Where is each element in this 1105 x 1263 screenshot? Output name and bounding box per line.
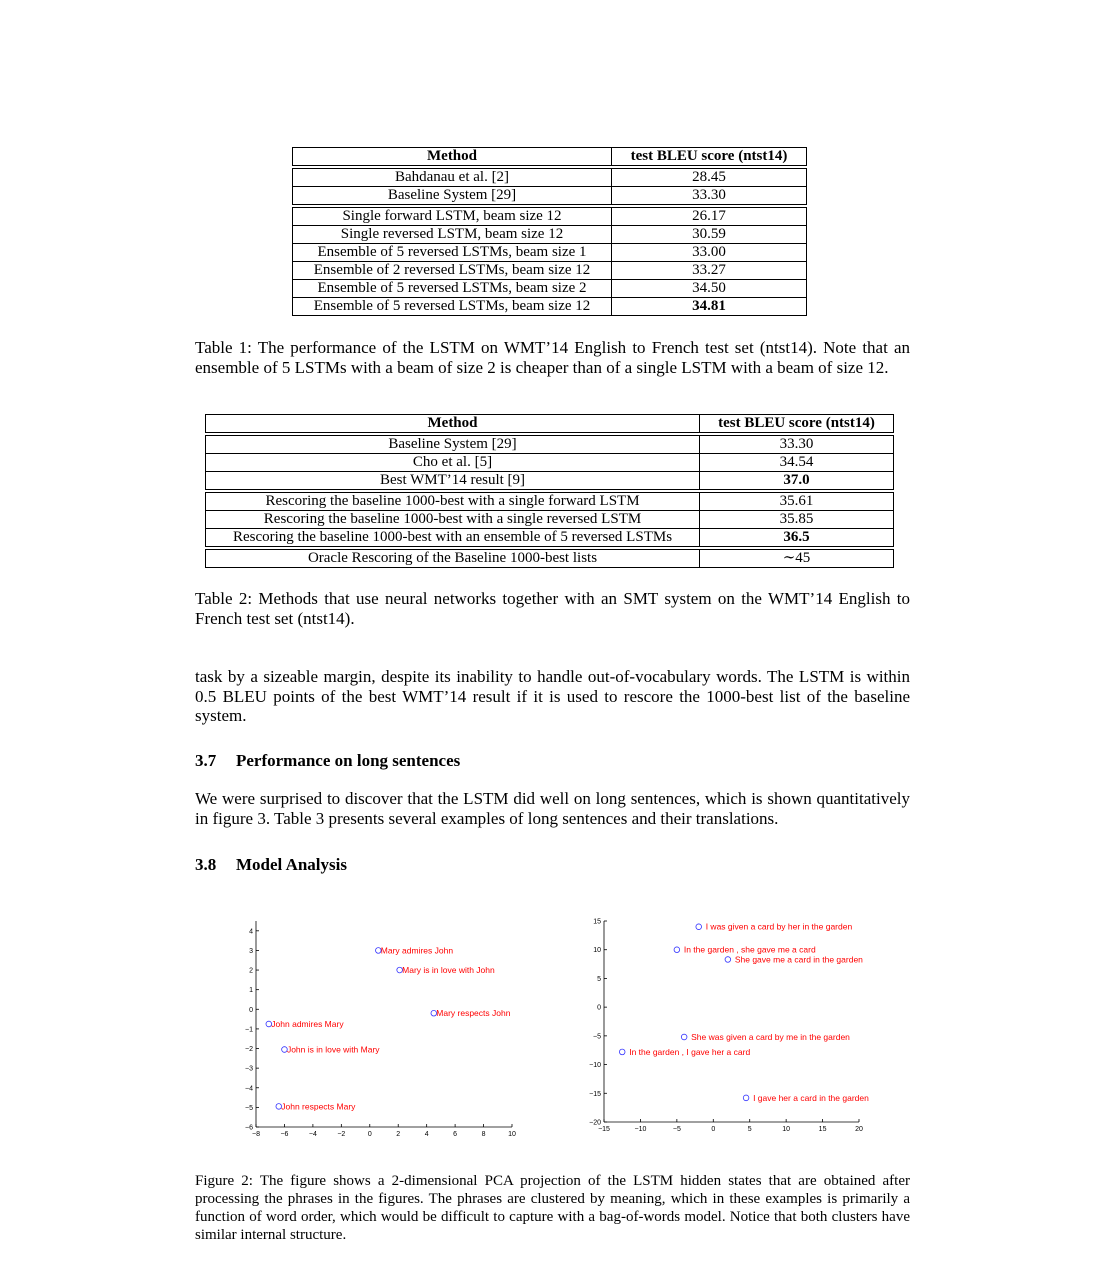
y-tick-label: 0 <box>249 1006 253 1014</box>
x-tick-label: 0 <box>367 1131 372 1138</box>
y-tick-label: 2 <box>249 967 253 975</box>
table-2-header-score: test BLEU score (ntst14) <box>700 415 894 433</box>
point-label: She gave me a card in the garden <box>734 954 863 965</box>
table-1-score-cell: 33.27 <box>612 262 807 280</box>
point-label: John is in love with Mary <box>286 1044 380 1055</box>
body-paragraph: task by a sizeable margin, despite its inability to handle out-of-vocabulary words. The LSTM is within 0.5 BLEU points of the best WMT’14 result if it is used to rescore the 1000-best list of the baseline system. <box>195 667 910 725</box>
table-1-score-cell: 33.00 <box>612 244 807 262</box>
y-tick-label: 1 <box>249 987 253 995</box>
y-tick-label: 3 <box>249 947 253 955</box>
table-1-score-cell: 30.59 <box>612 226 807 244</box>
x-tick-label: 6 <box>453 1131 458 1138</box>
x-tick-label: 10 <box>508 1131 516 1138</box>
point-label: Mary admires John <box>380 945 454 956</box>
table-1-method-cell: Single forward LSTM, beam size 12 <box>293 208 612 226</box>
table-1-method-cell: Single reversed LSTM, beam size 12 <box>293 226 612 244</box>
x-tick-label: 0 <box>711 1126 716 1133</box>
x-tick-label: −6 <box>280 1131 289 1138</box>
x-tick-label: 5 <box>747 1126 752 1133</box>
table-2-caption: Table 2: Methods that use neural networks together with an SMT system on the WMT’14 English to French test set (ntst14). <box>195 589 910 628</box>
table-1-header-method: Method <box>293 148 612 166</box>
table-2-method-cell: Cho et al. [5] <box>206 454 700 472</box>
table-1-method-cell: Ensemble of 5 reversed LSTMs, beam size 12 <box>293 298 612 316</box>
point-label: John admires Mary <box>271 1019 344 1029</box>
table-2-method-cell: Rescoring the baseline 1000-best with a single forward LSTM <box>206 493 700 511</box>
section-number: 3.8 <box>195 855 217 874</box>
table-1-header-score: test BLEU score (ntst14) <box>612 148 807 166</box>
point-label: Mary respects John <box>436 1008 511 1019</box>
scatter-point <box>743 1095 749 1101</box>
table-2-score-cell: 34.54 <box>700 454 894 472</box>
y-tick-label: 15 <box>593 918 601 926</box>
x-tick-label: 2 <box>396 1131 401 1138</box>
table-1-caption: Table 1: The performance of the LSTM on WMT’14 English to French test set (ntst14). Note that an ensemble of 5 LSTMs with a beam of size 2 is cheaper than of a single LSTM with a beam of size 12. <box>195 338 910 377</box>
x-tick-label: −15 <box>598 1126 610 1133</box>
scatter-point <box>681 1034 687 1040</box>
table-2-method-cell: Best WMT’14 result [9] <box>206 472 700 490</box>
x-tick-label: 15 <box>818 1126 827 1133</box>
table-1-method-cell: Ensemble of 2 reversed LSTMs, beam size 12 <box>293 262 612 280</box>
table-1-method-cell: Ensemble of 5 reversed LSTMs, beam size 1 <box>293 244 612 262</box>
table-1-score-cell: 34.50 <box>612 280 807 298</box>
scatter-point <box>696 924 702 930</box>
x-tick-label: 8 <box>481 1131 486 1138</box>
table-2-method-cell: Baseline System [29] <box>206 436 700 454</box>
table-1-score-cell: 34.81 <box>612 298 807 316</box>
y-tick-label: 0 <box>597 1004 601 1012</box>
x-tick-label: 4 <box>424 1131 429 1138</box>
point-label: She was given a card by me in the garden <box>691 1032 850 1043</box>
table-2-score-cell: 35.85 <box>700 511 894 529</box>
y-tick-label: 10 <box>593 947 601 955</box>
table-1-method-cell: Bahdanau et al. [2] <box>293 169 612 187</box>
table-1-score-cell: 33.30 <box>612 187 807 205</box>
section-title: Model Analysis <box>236 855 347 874</box>
point-label: I was given a card by her in the garden <box>705 921 853 932</box>
y-tick-label: −20 <box>589 1119 601 1127</box>
y-tick-label: −4 <box>245 1085 253 1093</box>
point-label: I gave her a card in the garden <box>753 1092 869 1103</box>
point-label: John respects Mary <box>281 1101 356 1112</box>
table-2-method-cell: Oracle Rescoring of the Baseline 1000-best lists <box>206 550 700 568</box>
x-tick-label: −2 <box>337 1131 346 1138</box>
point-label: In the garden , I gave her a card <box>629 1046 751 1057</box>
table-2-header-method: Method <box>206 415 700 433</box>
scatter-point <box>619 1049 625 1055</box>
point-label: In the garden , she gave me a card <box>683 944 816 955</box>
x-tick-label: −4 <box>308 1131 317 1138</box>
table-2-score-cell: 35.61 <box>700 493 894 511</box>
section-number: 3.7 <box>195 751 217 770</box>
y-tick-label: −10 <box>589 1062 601 1070</box>
table-2-score-cell: ∼45 <box>700 550 894 568</box>
scatter-point <box>725 957 731 963</box>
y-tick-label: −5 <box>245 1104 253 1112</box>
y-tick-label: −5 <box>593 1033 601 1041</box>
section-title: Performance on long sentences <box>236 751 461 770</box>
x-tick-label: 10 <box>782 1126 791 1133</box>
table-2-method-cell: Rescoring the baseline 1000-best with a single reversed LSTM <box>206 511 700 529</box>
table-2-score-cell: 33.30 <box>700 436 894 454</box>
y-tick-label: 5 <box>597 975 601 983</box>
y-tick-label: −3 <box>245 1065 253 1073</box>
table-1-score-cell: 28.45 <box>612 169 807 187</box>
y-tick-label: −1 <box>245 1026 253 1034</box>
scatter-point <box>674 947 680 953</box>
y-tick-label: 4 <box>249 928 253 936</box>
table-2-score-cell: 36.5 <box>700 529 894 547</box>
x-tick-label: −5 <box>672 1126 681 1133</box>
y-tick-label: −2 <box>245 1046 253 1054</box>
point-label: Mary is in love with John <box>402 965 495 976</box>
x-tick-label: 20 <box>855 1126 863 1133</box>
x-tick-label: −10 <box>634 1126 647 1133</box>
table-1-method-cell: Ensemble of 5 reversed LSTMs, beam size 2 <box>293 280 612 298</box>
section-3-7-paragraph: We were surprised to discover that the LSTM did well on long sentences, which is shown quantitatively in figure 3. Table 3 presents several examples of long sentences and their translations. <box>195 789 910 828</box>
y-tick-label: −15 <box>589 1090 601 1098</box>
table-1-score-cell: 26.17 <box>612 208 807 226</box>
table-1-method-cell: Baseline System [29] <box>293 187 612 205</box>
figure-2-caption: Figure 2: The figure shows a 2-dimensional PCA projection of the LSTM hidden states that are obtained after processing the phrases in the figures. The phrases are clustered by meaning, which in these examples is primarily a function of word order, which would be difficult to capture with a bag-of-words model. Notice that both clusters have similar internal structure. <box>195 1173 910 1243</box>
y-tick-label: −6 <box>245 1124 253 1132</box>
table-2-score-cell: 37.0 <box>700 472 894 490</box>
x-tick-label: −8 <box>252 1131 260 1138</box>
table-2-method-cell: Rescoring the baseline 1000-best with an ensemble of 5 reversed LSTMs <box>206 529 700 547</box>
